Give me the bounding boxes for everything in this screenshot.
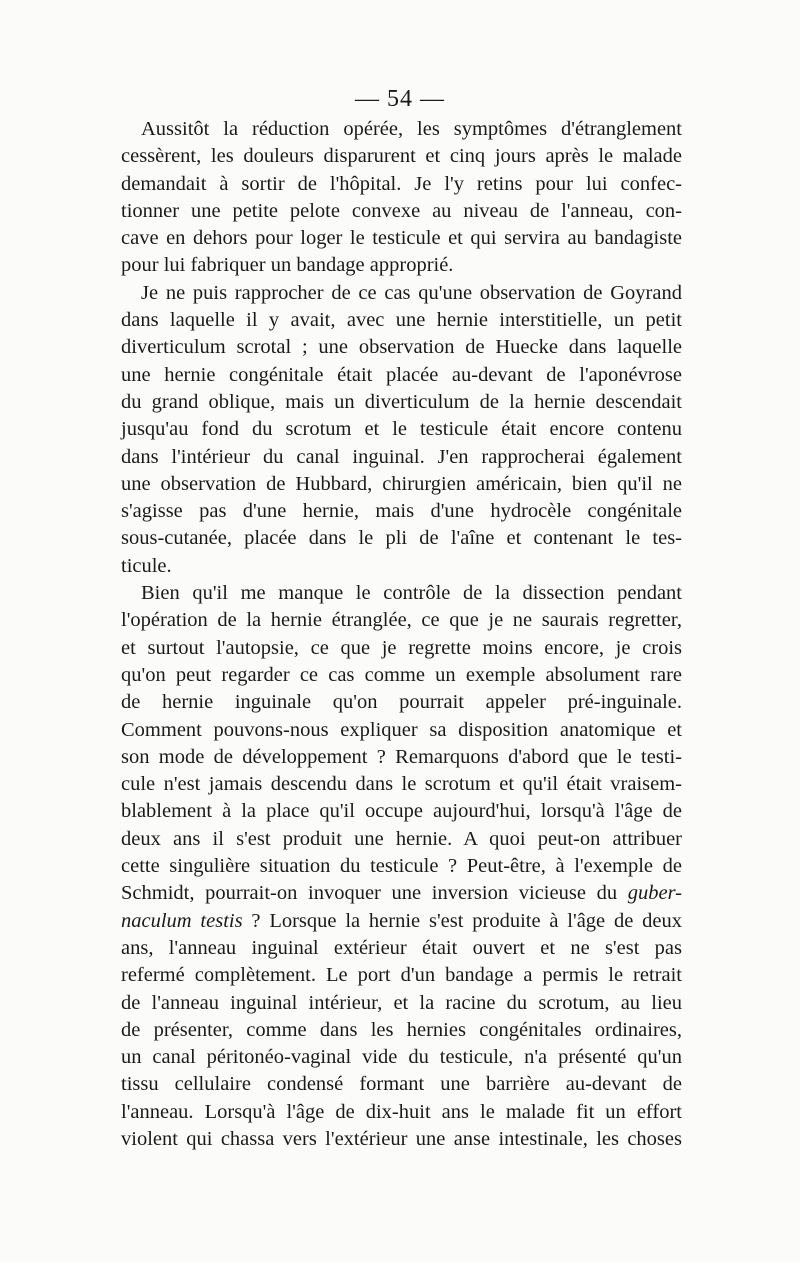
text-line — [121, 689, 682, 716]
line-text: une hernie congénitale était placée au-devant de l'aponévrose — [121, 363, 682, 386]
line-text: s'agisse pas d'une hernie, mais d'une hydrocèle congénitale — [121, 500, 682, 523]
text-line — [121, 826, 682, 853]
text-line — [121, 798, 682, 825]
text-line — [121, 908, 682, 935]
text-line — [121, 198, 682, 225]
text-line — [121, 362, 682, 389]
line-text: demandait à sortir de l'hôpital. Je l'y retins pour lui confec- — [121, 172, 682, 195]
line-text: de hernie inguinale qu'on pourrait appeler pré-inguinale. — [121, 691, 682, 714]
text-line — [121, 1099, 682, 1126]
line-text: blablement à la place qu'il occupe aujourd'hui, lorsqu'à l'âge de — [121, 800, 682, 823]
line-text: et surtout l'autopsie, ce que je regrette moins encore, je crois — [121, 636, 682, 659]
line-text: diverticulum scrotal ; une observation de Huecke dans laquelle — [121, 336, 682, 359]
line-text: Schmidt, pourrait-on invoquer une inversion vicieuse du — [121, 882, 618, 905]
line-text: dans l'intérieur du canal inguinal. J'en rapprocherai également — [121, 445, 682, 468]
line-text: violent qui chassa vers l'extérieur une anse intestinale, les choses — [121, 1127, 682, 1150]
line-text: cave en dehors pour loger le testicule et qui servira au bandagiste — [121, 227, 682, 250]
line-text: Aussitôt la réduction opérée, les symptômes d'étranglement — [141, 118, 682, 140]
text-line — [121, 171, 682, 198]
text-line — [121, 717, 682, 744]
text-line — [121, 334, 682, 361]
text-line — [121, 225, 682, 252]
text-line — [121, 307, 682, 334]
line-text: pour lui fabriquer un bandage approprié. — [121, 254, 454, 277]
text-line — [121, 744, 682, 771]
line-text: qu'on peut regarder ce cas comme un exemple absolument rare — [121, 663, 682, 686]
text-line — [121, 471, 682, 498]
line-text: du grand oblique, mais un diverticulum de la hernie descendait — [121, 390, 682, 413]
line-text: cule n'est jamais descendu dans le scrotum et qu'il était vraisem- — [121, 773, 682, 796]
text-line — [121, 143, 682, 170]
text-line — [121, 662, 682, 689]
page-number: — 54 — — [355, 86, 445, 112]
text-line — [121, 416, 682, 443]
text-line — [121, 607, 682, 634]
body-text — [121, 116, 682, 1153]
text-line — [121, 635, 682, 662]
text-line — [121, 389, 682, 416]
line-text: ticule. — [121, 554, 172, 577]
line-text: de présenter, comme dans les hernies congénitales ordinaires, — [121, 1018, 682, 1041]
text-line — [121, 1071, 682, 1098]
line-text: cessèrent, les douleurs disparurent et cinq jours après le malade — [121, 145, 682, 168]
text-line — [121, 853, 682, 880]
text-line — [121, 880, 682, 907]
text-line — [121, 962, 682, 989]
text-line — [121, 280, 682, 307]
line-text: dans laquelle il y avait, avec une hernie interstitielle, un petit — [121, 309, 682, 332]
line-text: de l'anneau inguinal intérieur, et la racine du scrotum, au lieu — [121, 991, 682, 1014]
text-line — [121, 553, 682, 580]
line-text: tionner une petite pelote convexe au niveau de l'anneau, con- — [121, 199, 682, 222]
line-text: deux ans il s'est produit une hernie. A quoi peut-on attribuer — [121, 827, 682, 850]
line-text: l'opération de la hernie étranglée, ce que je ne saurais regretter, — [121, 609, 682, 632]
text-line — [121, 1126, 682, 1153]
line-text: sous-cutanée, placée dans le pli de l'aîne et contenant le tes- — [121, 527, 682, 550]
text-line — [121, 252, 682, 279]
line-text: son mode de développement ? Remarquons d'abord que le testi- — [121, 745, 682, 768]
text-line — [121, 935, 682, 962]
text-line — [121, 990, 682, 1017]
line-text: jusqu'au fond du scrotum et le testicule était encore contenu — [121, 418, 682, 441]
line-text: tissu cellulaire condensé formant une barrière au-devant de — [121, 1073, 682, 1096]
line-text: refermé complètement. Le port d'un bandage a permis le retrait — [121, 964, 682, 987]
italic-text: guber- — [617, 882, 682, 905]
line-text: Comment pouvons-nous expliquer sa disposition anatomique et — [121, 718, 682, 741]
text-line — [121, 444, 682, 471]
text-line — [121, 1017, 682, 1044]
line-text: cette singulière situation du testicule ? Peut-être, à l'exemple de — [121, 855, 682, 878]
text-line — [121, 1044, 682, 1071]
line-text: Je ne puis rapprocher de ce cas qu'une observation de Goyrand — [141, 281, 682, 304]
text-line — [121, 116, 682, 143]
line-text: ans, l'anneau inguinal extérieur était ouvert et ne s'est pas — [121, 936, 682, 959]
line-text: un canal péritonéo-vaginal vide du testicule, n'a présenté qu'un — [121, 1046, 682, 1069]
line-text: une observation de Hubbard, chirurgien américain, bien qu'il ne — [121, 472, 682, 495]
italic-text: naculum testis — [121, 909, 252, 932]
line-text: ? Lorsque la hernie s'est produite à l'âge de deux — [251, 909, 682, 932]
text-line — [121, 498, 682, 525]
line-text: l'anneau. Lorsqu'à l'âge de dix-huit ans le malade fit un effort — [121, 1100, 682, 1123]
text-line — [121, 771, 682, 798]
line-text: Bien qu'il me manque le contrôle de la dissection pendant — [141, 582, 682, 605]
text-line — [121, 525, 682, 552]
text-line — [121, 580, 682, 607]
